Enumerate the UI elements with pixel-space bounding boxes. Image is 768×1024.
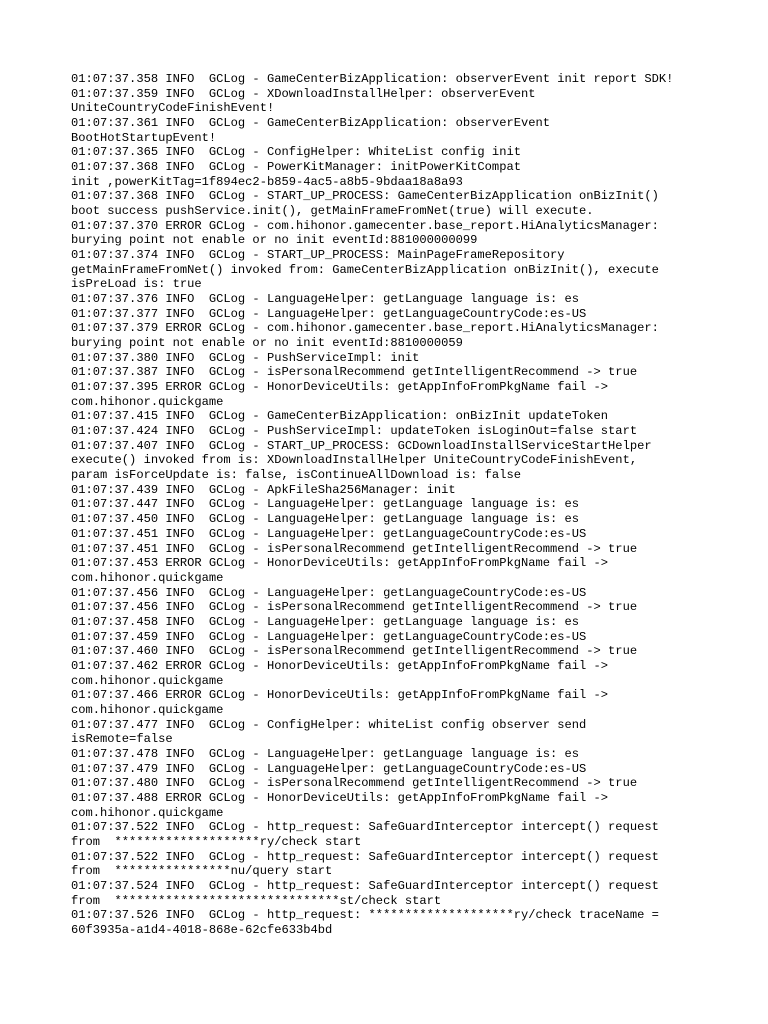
log-line: isRemote=false	[71, 732, 173, 747]
log-line: 01:07:37.380 INFO GCLog - PushServiceImpl: init	[71, 350, 420, 365]
log-line: burying point not enable or no init eventId:881000000099	[71, 233, 478, 248]
log-line: 01:07:37.358 INFO GCLog - GameCenterBizApplication: observerEvent init report SDK!	[71, 72, 674, 86]
log-line: 01:07:37.374 INFO GCLog - START_UP_PROCESS: MainPageFrameRepository	[71, 248, 565, 263]
log-line: 01:07:37.370 ERROR GCLog - com.hihonor.gamecenter.base_report.HiAnalyticsManager:	[71, 218, 659, 233]
log-line: boot success pushService.init(), getMainFrameFromNet(true) will execute.	[71, 204, 594, 219]
log-line: 01:07:37.522 INFO GCLog - http_request: SafeGuardInterceptor intercept() request	[71, 820, 659, 835]
log-line: 01:07:37.456 INFO GCLog - isPersonalRecommend getIntelligentRecommend -> true	[71, 600, 638, 615]
log-line: 01:07:37.460 INFO GCLog - isPersonalRecommend getIntelligentRecommend -> true	[71, 644, 638, 659]
log-line: 01:07:37.451 INFO GCLog - LanguageHelper: getLanguageCountryCode:es-US	[71, 526, 587, 541]
log-line: init ,powerKitTag=1f894ec2-b859-4ac5-a8b5-9bdaa18a8a93	[71, 174, 463, 189]
log-line: 01:07:37.477 INFO GCLog - ConfigHelper: whiteList config observer send	[71, 717, 587, 732]
log-line: 01:07:37.368 INFO GCLog - START_UP_PROCESS: GameCenterBizApplication onBizInit()	[71, 189, 659, 204]
log-line: 01:07:37.447 INFO GCLog - LanguageHelper: getLanguage language is: es	[71, 497, 580, 512]
log-line: 01:07:37.395 ERROR GCLog - HonorDeviceUtils: getAppInfoFromPkgName fail ->	[71, 380, 609, 395]
log-line: 01:07:37.459 INFO GCLog - LanguageHelper: getLanguageCountryCode:es-US	[71, 629, 587, 644]
log-line: from *******************************st/check start	[71, 893, 442, 908]
log-line: 01:07:37.478 INFO GCLog - LanguageHelper: getLanguage language is: es	[71, 746, 580, 761]
log-line: getMainFrameFromNet() invoked from: GameCenterBizApplication onBizInit(), execute	[71, 262, 659, 277]
log-line: 01:07:37.526 INFO GCLog - http_request: ********************ry/check traceName =	[71, 908, 659, 923]
log-line: 01:07:37.480 INFO GCLog - isPersonalRecommend getIntelligentRecommend -> true	[71, 776, 638, 791]
log-line: 01:07:37.415 INFO GCLog - GameCenterBizApplication: onBizInit updateToken	[71, 409, 609, 424]
log-line: burying point not enable or no init eventId:8810000059	[71, 336, 463, 351]
log-line: from ********************ry/check start	[71, 834, 362, 849]
log-line: 01:07:37.453 ERROR GCLog - HonorDeviceUtils: getAppInfoFromPkgName fail ->	[71, 556, 609, 571]
log-line: 01:07:37.361 INFO GCLog - GameCenterBizApplication: observerEvent	[71, 116, 550, 131]
log-line: 01:07:37.462 ERROR GCLog - HonorDeviceUtils: getAppInfoFromPkgName fail ->	[71, 658, 609, 673]
log-line: 01:07:37.424 INFO GCLog - PushServiceImpl: updateToken isLoginOut=false start	[71, 424, 638, 439]
log-line: com.hihonor.quickgame	[71, 702, 224, 717]
log-line: 01:07:37.450 INFO GCLog - LanguageHelper: getLanguage language is: es	[71, 512, 580, 527]
log-line: 01:07:37.456 INFO GCLog - LanguageHelper: getLanguageCountryCode:es-US	[71, 585, 587, 600]
log-line: com.hihonor.quickgame	[71, 805, 224, 820]
log-line: 01:07:37.377 INFO GCLog - LanguageHelper: getLanguageCountryCode:es-US	[71, 306, 587, 321]
log-line: com.hihonor.quickgame	[71, 570, 224, 585]
log-line: 01:07:37.466 ERROR GCLog - HonorDeviceUtils: getAppInfoFromPkgName fail ->	[71, 688, 609, 703]
log-line: UniteCountryCodeFinishEvent!	[71, 101, 275, 116]
log-line: 01:07:37.376 INFO GCLog - LanguageHelper: getLanguage language is: es	[71, 292, 580, 307]
log-line: 01:07:37.365 INFO GCLog - ConfigHelper: WhiteList config init	[71, 145, 521, 160]
log-line: from ****************nu/query start	[71, 864, 333, 879]
log-line: 01:07:37.524 INFO GCLog - http_request: SafeGuardInterceptor intercept() request	[71, 878, 659, 893]
log-line: isPreLoad is: true	[71, 277, 202, 292]
log-line: 01:07:37.359 INFO GCLog - XDownloadInstallHelper: observerEvent	[71, 86, 536, 101]
log-line: 60f3935a-a1d4-4018-868e-62cfe633b4bd	[71, 922, 333, 937]
log-line: execute() invoked from is: XDownloadInstallHelper UniteCountryCodeFinishEvent,	[71, 453, 638, 468]
log-line: 01:07:37.379 ERROR GCLog - com.hihonor.gamecenter.base_report.HiAnalyticsManager:	[71, 321, 659, 336]
log-line: com.hihonor.quickgame	[71, 673, 224, 688]
log-line: 01:07:37.458 INFO GCLog - LanguageHelper: getLanguage language is: es	[71, 614, 580, 629]
log-line: 01:07:37.439 INFO GCLog - ApkFileSha256Manager: init	[71, 482, 456, 497]
log-line: param isForceUpdate is: false, isContinueAllDownload is: false	[71, 468, 521, 483]
log-document	[71, 72, 711, 938]
log-line: 01:07:37.387 INFO GCLog - isPersonalRecommend getIntelligentRecommend -> true	[71, 365, 638, 380]
log-line: com.hihonor.quickgame	[71, 394, 224, 409]
log-line: 01:07:37.522 INFO GCLog - http_request: SafeGuardInterceptor intercept() request	[71, 849, 659, 864]
log-line: 01:07:37.488 ERROR GCLog - HonorDeviceUtils: getAppInfoFromPkgName fail ->	[71, 790, 609, 805]
log-body	[71, 72, 711, 938]
log-line: 01:07:37.368 INFO GCLog - PowerKitManager: initPowerKitCompat	[71, 160, 521, 175]
log-line: 01:07:37.407 INFO GCLog - START_UP_PROCESS: GCDownloadInstallServiceStartHelper	[71, 438, 652, 453]
log-line: 01:07:37.479 INFO GCLog - LanguageHelper: getLanguageCountryCode:es-US	[71, 761, 587, 776]
log-line: 01:07:37.451 INFO GCLog - isPersonalRecommend getIntelligentRecommend -> true	[71, 541, 638, 556]
log-line: BootHotStartupEvent!	[71, 130, 217, 145]
